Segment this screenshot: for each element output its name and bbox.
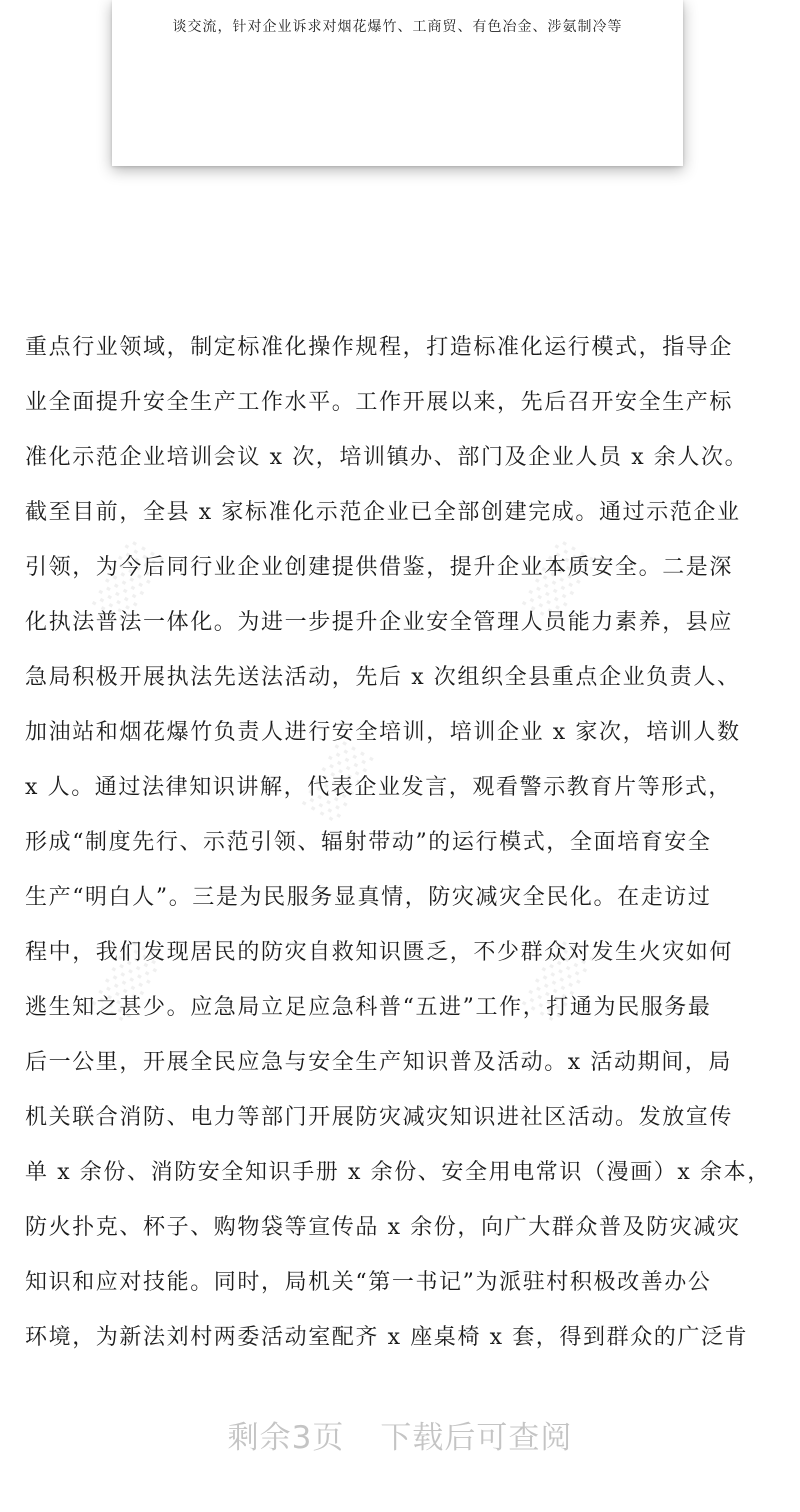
body-line: 截至目前，全县 x 家标准化示范企业已全部创建完成。通过示范企业 <box>25 500 741 525</box>
watermark: ░░░ <box>92 536 167 624</box>
body-line: 急局积极开展执法先送法活动，先后 x 次组织全县重点企业负责人、 <box>25 665 741 690</box>
body-line: x 人。通过法律知识讲解，代表企业发言，观看警示教育片等形式， <box>25 775 733 800</box>
body-line: 知识和应对技能。同时，局机关“第一书记”为派驻村积极改善办公 <box>25 1270 712 1295</box>
watermark: ░░░ <box>522 936 597 1024</box>
previous-page-last-line: 谈交流，针对企业诉求对烟花爆竹、工商贸、有色冶金、涉氨制冷等 <box>172 19 623 35</box>
body-line: 生产“明白人”。三是为民服务显真情，防灾减灾全民化。在走访过 <box>25 885 712 910</box>
body-line: 形成“制度先行、示范引领、辐射带动”的运行模式，全面培育安全 <box>25 830 712 855</box>
body-line: 环境，为新法刘村两委活动室配齐 x 座桌椅 x 套，得到群众的广泛肯 <box>25 1325 749 1350</box>
body-line: 准化示范企业培训会议 x 次，培训镇办、部门及企业人员 x 余人次。 <box>25 445 749 470</box>
body-line: 后一公里，开展全民应急与安全生产知识普及活动。x 活动期间，局 <box>25 1050 733 1075</box>
body-line: 防火扑克、杯子、购物袋等宣传品 x 余份，向广大群众普及防灾减灾 <box>25 1215 741 1240</box>
watermark: ░░░ <box>522 536 597 624</box>
body-line: 程中，我们发现居民的防灾自救知识匮乏，不少群众对发生火灾如何 <box>25 940 734 965</box>
body-line: 逃生知之甚少。应急局立足应急科普“五进”工作，打通为民服务最 <box>25 995 712 1020</box>
watermark: ░░░ <box>92 936 167 1024</box>
body-line: 重点行业领域，制定标准化操作规程，打造标准化运行模式，指导企 <box>25 335 734 360</box>
download-to-view-banner[interactable] <box>0 1412 800 1457</box>
remaining-pages-label: 剩余3页 <box>227 1420 345 1456</box>
body-line: 单 x 余份、消防安全知识手册 x 余份、安全用电常识（漫画）x 余本， <box>25 1160 771 1185</box>
document-body <box>25 320 785 1365</box>
download-hint-label: 下载后可查阅 <box>380 1420 573 1456</box>
body-line: 引领，为今后同行业企业创建提供借鉴，提升企业本质安全。二是深 <box>25 555 734 580</box>
body-line: 化执法普法一体化。为进一步提升企业安全管理人员能力素养，县应 <box>25 610 734 635</box>
watermark: ░░░ <box>302 736 377 824</box>
body-line: 业全面提升安全生产工作水平。工作开展以来，先后召开安全生产标 <box>25 390 734 415</box>
body-line: 机关联合消防、电力等部门开展防灾减灾知识进社区活动。发放宣传 <box>25 1105 734 1130</box>
body-line: 加油站和烟花爆竹负责人进行安全培训，培训企业 x 家次，培训人数 <box>25 720 741 745</box>
previous-page-card <box>112 0 683 166</box>
